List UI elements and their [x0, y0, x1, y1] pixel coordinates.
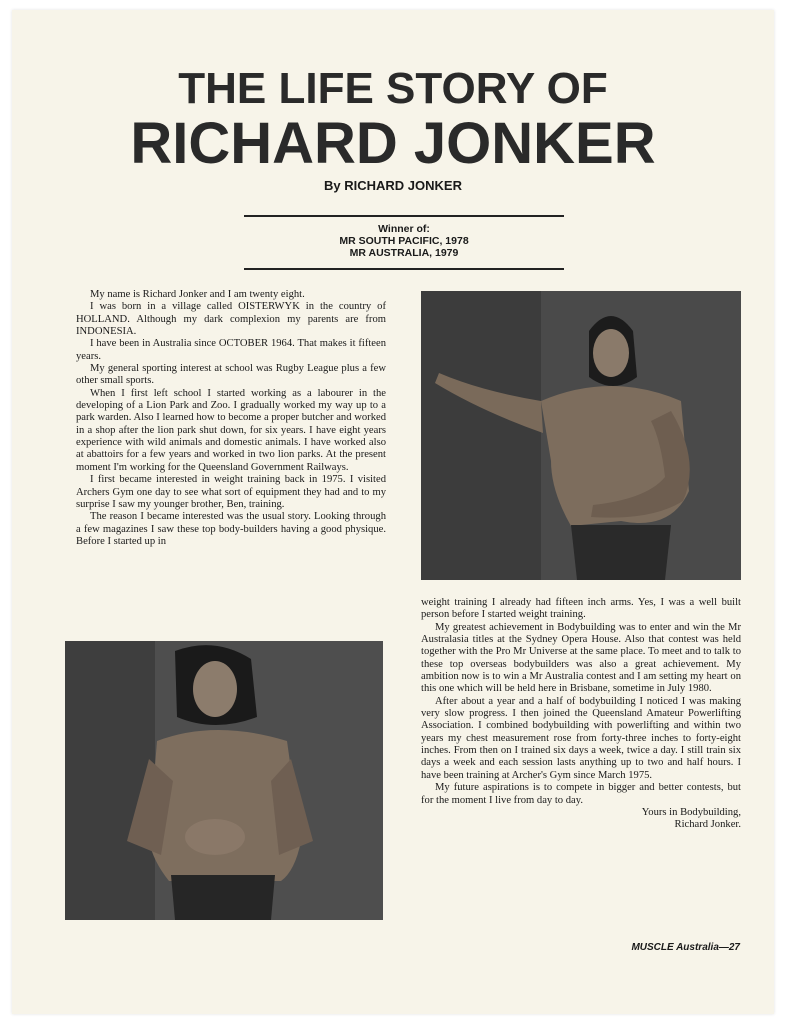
right-column	[421, 597, 741, 832]
paragraph: My greatest achievement in Bodybuilding was to enter and win the Mr Australasia titles at the Sydney Opera House. Also that contest was held together with the Pro Mr Universe at the same place. To meet and to talk to these top overseas bodybuilders was also a great achievement. My ambition now is to win a Mr Australia contest and I am setting my heart on this one which will be held here in Brisbane, sometime in July 1980.	[421, 621, 741, 695]
magazine-page	[12, 10, 774, 1014]
paragraph: After about a year and a half of bodybuilding I noticed I was making very slow progress. I then joined the Queensland Amateur Powerlifting Association. I combined bodybuilding with powerlifting and within two years my chest measurement rose from forty-three inches to forty-eight inches. From then on I trained six days a week, twice a day. I still train six days a week and each session lasts anything up to two and half hours. I have been training at Archer's Gym since March 1975.	[421, 695, 741, 781]
winner-title: MR SOUTH PACIFIC, 1978	[339, 235, 469, 247]
paragraph: The reason I became interested was the usual story. Looking through a few magazines I saw these top body-builders having a good physique. Before I started up in	[76, 511, 386, 547]
paragraph: My general sporting interest at school was Rugby League plus a few other small sports.	[76, 363, 386, 387]
left-column	[76, 289, 386, 548]
rule-top	[244, 215, 564, 217]
paragraph: My name is Richard Jonker and I am twenty eight.	[90, 289, 305, 300]
paragraph: My future aspirations is to compete in bigger and better contests, but for the moment I live from day to day.	[421, 782, 741, 806]
bodybuilder-photo-top	[421, 291, 741, 580]
winner-title: MR AUSTRALIA, 1979	[349, 247, 459, 259]
paragraph: I have been in Australia since OCTOBER 1964. That makes it fifteen years.	[76, 338, 386, 362]
paragraph: I was born in a village called OISTERWYK in the country of HOLLAND. Although my dark complexion my parents are from INDONESIA.	[76, 301, 386, 338]
page-footer: MUSCLE Australia—27	[631, 942, 740, 953]
title-line-2: RICHARD JONKER	[130, 111, 656, 176]
winner-heading: Winner of:	[378, 223, 430, 235]
paragraph-continuation: weight training I already had fifteen inch arms. Yes, I was a well built person before I started weight training.	[421, 597, 741, 621]
winner-box	[244, 223, 564, 259]
paragraph: I first became interested in weight training back in 1975. I visited Archers Gym one day to see what sort of equipment they had and to my surprise I saw my younger brother, Ben, training.	[76, 474, 386, 510]
byline: By RICHARD JONKER	[324, 178, 462, 193]
signoff-line: Richard Jonker.	[674, 819, 741, 831]
rule-bottom	[244, 268, 564, 270]
title-line-1: THE LIFE STORY OF	[178, 64, 608, 113]
bodybuilder-photo-bottom	[65, 641, 383, 920]
paragraph: When I first left school I started working as a labourer in the developing of a Lion Park and Zoo. I gradually worked my way up to a park warden. Also I learned how to become a proper butcher and worked in a shop after the lion park shut down, for six years. I have eight years experience with wild animals and domestic animals. I have worked also at abattoirs for a few years and worked in two lion parks. At the present moment I'm working for the Queensland Government Railways.	[76, 387, 386, 473]
signoff-line: Yours in Bodybuilding,	[641, 806, 741, 818]
